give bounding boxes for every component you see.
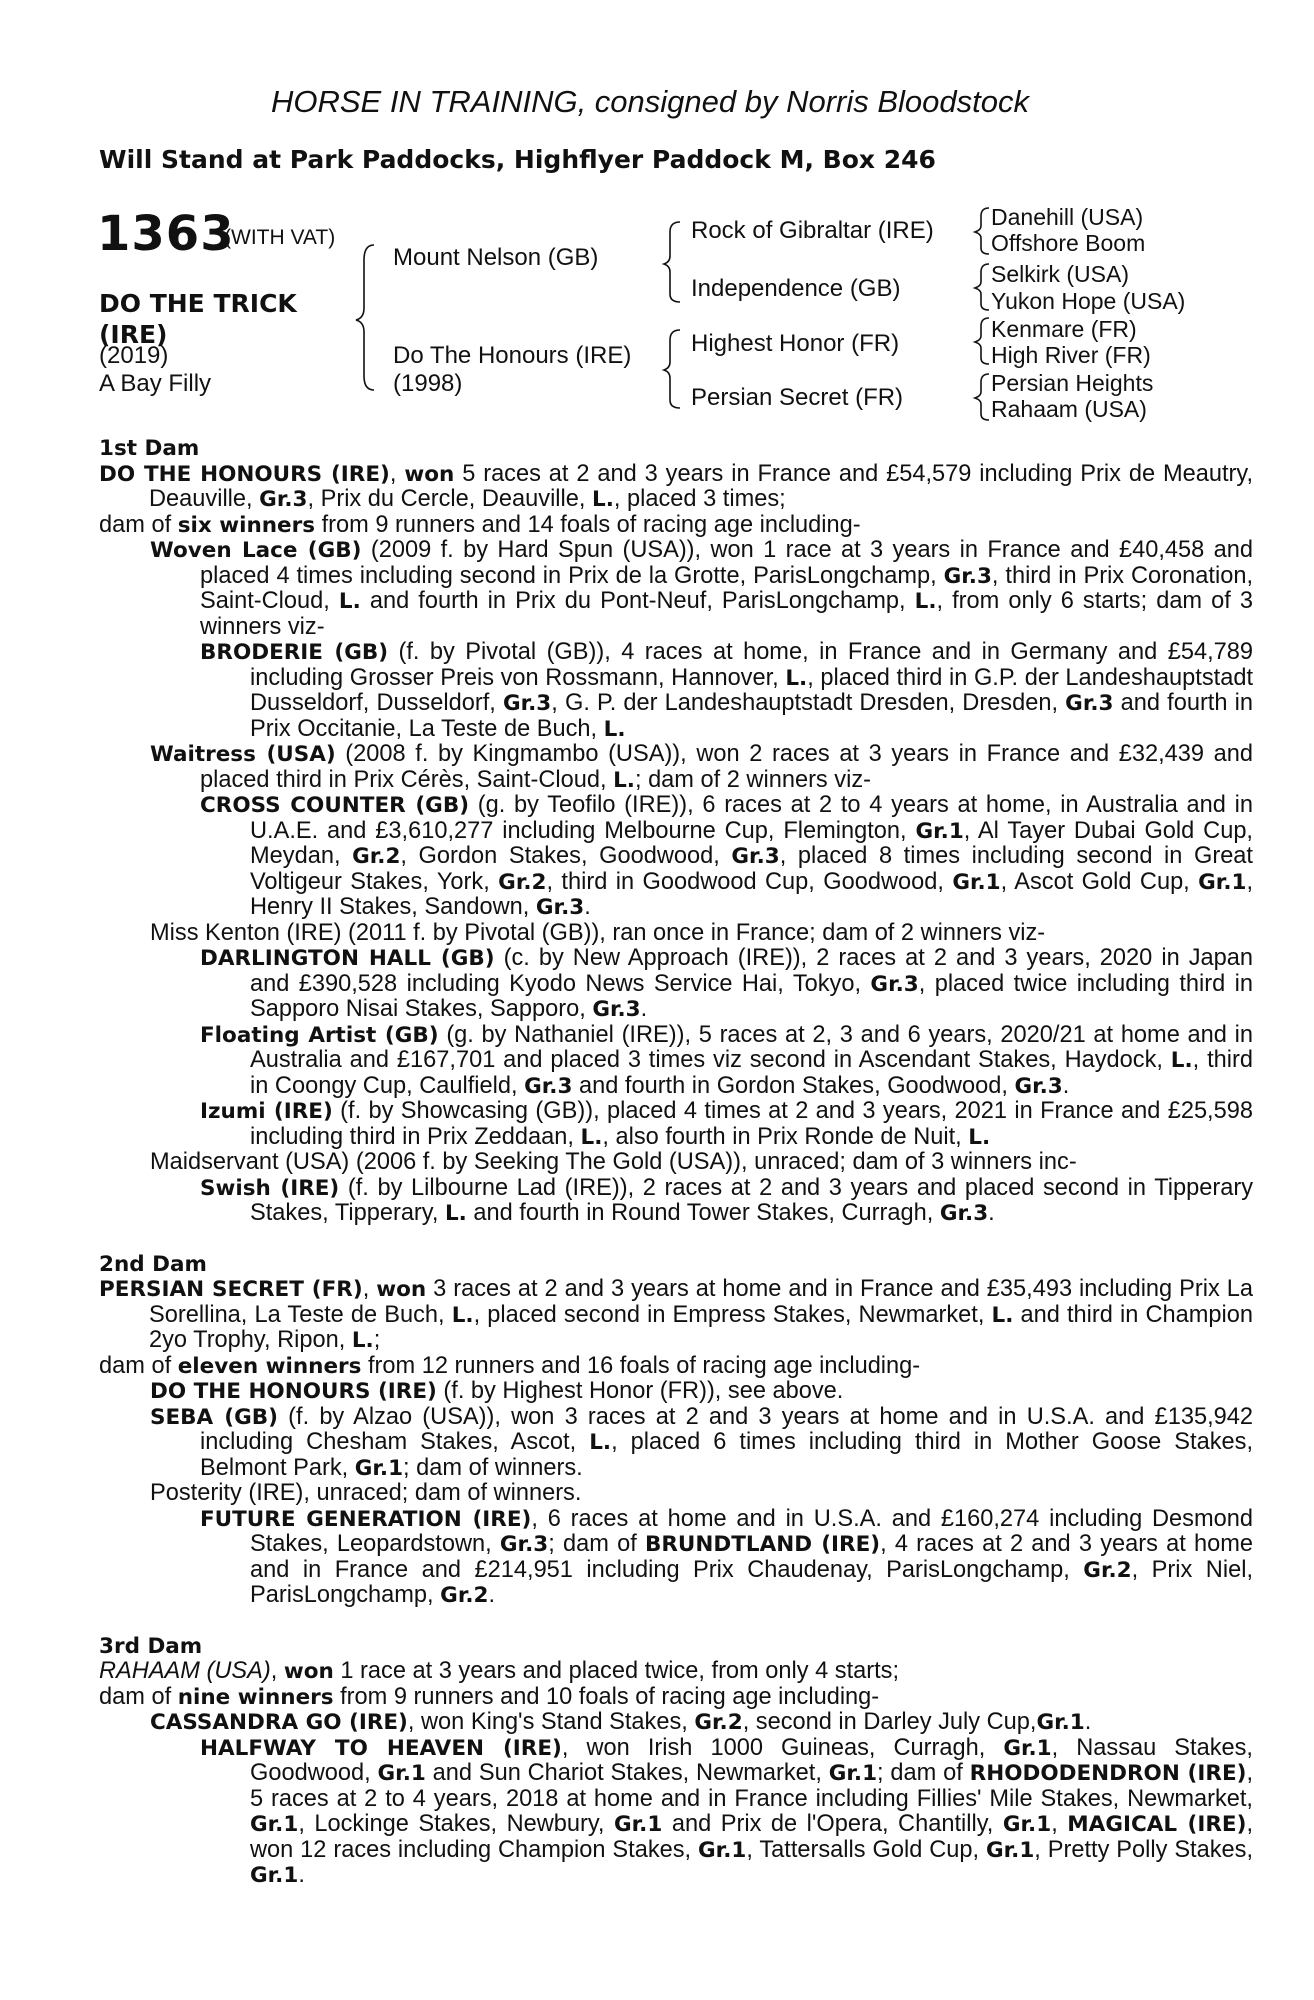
text: and fourth in Gordon Stakes, Goodwood, xyxy=(572,1072,1015,1099)
horse-name: CASSANDRA GO (IRE) xyxy=(150,1710,408,1735)
first-dam-produce xyxy=(99,513,1203,539)
produce-broderie xyxy=(200,640,1253,742)
text: , placed twice including third in Sapporo Nisai Stakes, Sapporo, xyxy=(250,970,1253,1022)
won-label: won xyxy=(376,1277,427,1302)
produce-cassandra-go xyxy=(150,1710,1253,1736)
dam-dam: Persian Secret (FR) xyxy=(691,384,904,411)
text: . xyxy=(640,996,648,1022)
text: (f. by Showcasing (GB)), placed 4 times at 2 and 3 years, 2021 in France and £25,598 including third in Prix Zeddaan, xyxy=(250,1098,1253,1150)
vat-note: (WITH VAT) xyxy=(224,226,336,249)
horse-name: BRUNDTLAND (IRE) xyxy=(644,1532,881,1557)
text: (f. by Lilbourne Lad (IRE)), 2 races at 2 and 3 years and placed second in Tipperary Stakes, Tipperary, xyxy=(250,1174,1253,1226)
grade: Gr.2 xyxy=(352,844,401,869)
produce-swish xyxy=(200,1176,1253,1227)
text: from 12 runners and 16 foals of racing age including- xyxy=(361,1352,921,1379)
gen3-7: Persian Heights xyxy=(991,370,1154,396)
text: (g. by Nathaniel (IRE)), 5 races at 2, 3 and 6 years, 2020/21 at home and in Australia and £167,701 and placed 3 times viz second in Ascendant Stakes, Haydock, xyxy=(250,1021,1253,1073)
grade: Gr.1 xyxy=(1002,1812,1052,1837)
text: dam of xyxy=(99,511,178,538)
listed: L. xyxy=(451,1302,474,1328)
text: 5 races at 2 and 3 years in France and £54,579 including Prix de Meautry, Deauville, xyxy=(149,460,1253,512)
grade: Gr.1 xyxy=(354,1455,404,1481)
text: , placed second in Empress Stakes, Newmarket, xyxy=(473,1301,992,1328)
listed: L. xyxy=(589,1430,612,1455)
produce-seba xyxy=(150,1405,1253,1482)
listed: L. xyxy=(991,1302,1014,1328)
horse-name-line1: DO THE TRICK xyxy=(99,289,297,318)
text: , 4 races at 2 and 3 years at home and in France and £214,951 including Prix Chaudenay, ParisLongchamp, xyxy=(250,1531,1254,1583)
listed: L. xyxy=(914,589,937,614)
text: , 6 races at home and in U.S.A. and £160,274 including Desmond Stakes, Leopardstown, xyxy=(250,1505,1253,1557)
listed: L. xyxy=(580,1124,603,1150)
produce-waitress xyxy=(150,742,1253,793)
listed: L. xyxy=(785,665,808,691)
text: ; xyxy=(373,1327,381,1353)
grade: Gr.3 xyxy=(259,487,308,512)
stand-location: Will Stand at Park Paddocks, Highflyer Paddock M, Box 246 xyxy=(99,145,936,174)
text: , Ascot Gold Cup, xyxy=(1000,868,1199,895)
text: (g. by Teofilo (IRE)), 6 races at 2 to 4 years at home, in Australia and in U.A.E. and £3,610,277 including Melbourne Cup, Flemington, xyxy=(250,792,1254,844)
third-dam-heading: 3rd Dam xyxy=(99,1633,203,1659)
produce-darlington-hall xyxy=(200,946,1253,1023)
horse-name: CROSS COUNTER (GB) xyxy=(200,793,470,818)
horse-name: RHODODENDRON (IRE) xyxy=(969,1761,1247,1786)
grade: Gr.1 xyxy=(250,1863,299,1888)
text: . xyxy=(1062,1072,1070,1099)
dam: Do The Honours (IRE) xyxy=(393,342,632,369)
text: and Sun Chariot Stakes, Newmarket, xyxy=(425,1760,829,1786)
produce-miss-kenton xyxy=(150,921,1253,947)
grade: Gr.1 xyxy=(614,1812,663,1837)
text: , xyxy=(1051,1811,1068,1837)
won-label: won xyxy=(404,461,455,487)
won-label: won xyxy=(283,1659,334,1684)
winners-count: eleven winners xyxy=(177,1353,362,1379)
text: , placed 8 times including second in Great Voltigeur Stakes, York, xyxy=(250,843,1253,895)
text: Maidservant (USA) (2006 f. by Seeking The Gold (USA)), unraced; dam of 3 winners inc- xyxy=(150,1149,1077,1175)
text: ; dam of xyxy=(548,1531,645,1557)
grade: Gr.1 xyxy=(1003,1735,1052,1761)
horse-name: SEBA (GB) xyxy=(150,1404,278,1430)
horse-name: DO THE HONOURS (IRE) xyxy=(150,1379,437,1404)
grade: Gr.1 xyxy=(250,1812,299,1837)
gen3-2: Offshore Boom xyxy=(991,230,1146,256)
grade: Gr.1 xyxy=(1036,1710,1085,1735)
text: . xyxy=(488,1582,496,1608)
text: , Gordon Stakes, Goodwood, xyxy=(400,843,732,869)
text: . xyxy=(988,1200,995,1226)
text: and fourth in Prix du Pont-Neuf, ParisLongchamp, xyxy=(360,588,915,614)
dam-name: PERSIAN SECRET (FR) xyxy=(99,1277,363,1302)
grade: Gr.1 xyxy=(952,869,1001,895)
text: , third in Goodwood Cup, Goodwood, xyxy=(546,868,953,895)
lot-number: 1363 xyxy=(97,206,235,262)
text: , placed third in G.P. der Landeshauptstadt Dusseldorf, Dusseldorf, xyxy=(250,664,1254,716)
catalogue-body xyxy=(0,436,1314,1889)
horse-name: MAGICAL (IRE) xyxy=(1067,1812,1247,1837)
grade: Gr.1 xyxy=(698,1837,747,1863)
produce-woven-lace xyxy=(150,538,1253,640)
grade: Gr.3 xyxy=(592,997,641,1022)
text: and third in Champion 2yo Trophy, Ripon, xyxy=(149,1301,1254,1353)
text: , Nassau Stakes, Goodwood, xyxy=(250,1734,1253,1786)
text: . xyxy=(298,1862,305,1888)
text: , xyxy=(270,1658,284,1684)
text: , Henry II Stakes, Sandown, xyxy=(250,868,1254,920)
text: and Prix de l'Opera, Chantilly, xyxy=(662,1811,1003,1837)
text: and fourth in Round Tower Stakes, Curragh, xyxy=(466,1200,940,1226)
gen3-3: Selkirk (USA) xyxy=(991,261,1130,287)
text: from 9 runners and 10 foals of racing age including- xyxy=(333,1683,880,1710)
text: 3 races at 2 and 3 years at home and in France and £35,493 including Prix La Sorellina, La Teste de Buch, xyxy=(149,1276,1253,1328)
horse-name: Swish (IRE) xyxy=(200,1175,340,1201)
winners-count: nine winners xyxy=(177,1684,334,1710)
produce-maidservant xyxy=(150,1150,1253,1176)
horse-name: Waitress (USA) xyxy=(150,742,336,767)
horse-description: A Bay Filly xyxy=(99,370,212,397)
dam-year: (1998) xyxy=(393,370,463,397)
grade: Gr.3 xyxy=(943,563,992,589)
text: (c. by New Approach (IRE)), 2 races at 2 and 3 years, 2020 in Japan and £390,528 including Kyodo News Service Hai, Tokyo, xyxy=(250,945,1253,997)
listed: L. xyxy=(444,1201,467,1226)
horse-name: Woven Lace (GB) xyxy=(150,538,362,563)
first-dam-heading: 1st Dam xyxy=(99,436,200,461)
text: , G. P. der Landeshauptstadt Dresden, Dresden, xyxy=(551,690,1066,716)
text: (f. by Alzao (USA)), won 3 races at 2 and 3 years at home and in U.S.A. and £135,942 including Chesham Stakes, Ascot, xyxy=(200,1403,1253,1455)
grade: Gr.1 xyxy=(1198,869,1247,895)
produce-do-the-honours xyxy=(150,1379,1253,1405)
text: , placed 6 times including third in Mother Goose Stakes, Belmont Park, xyxy=(200,1429,1253,1481)
gen3-1: Danehill (USA) xyxy=(991,204,1144,230)
gen3-4: Yukon Hope (USA) xyxy=(991,288,1186,314)
gen3-8: Rahaam (USA) xyxy=(991,396,1147,422)
dam-sire: Highest Honor (FR) xyxy=(691,330,900,357)
text: 1 race at 3 years and placed twice, from only 4 starts; xyxy=(333,1658,900,1684)
text: ; dam of 2 winners viz- xyxy=(634,766,871,793)
text: from 9 runners and 14 foals of racing age including- xyxy=(315,511,861,538)
sire-dam: Independence (GB) xyxy=(691,275,901,302)
text: ; dam of xyxy=(877,1760,970,1786)
second-dam-produce xyxy=(99,1354,1203,1380)
grade: Gr.3 xyxy=(524,1073,573,1099)
text: Miss Kenton (IRE) (2011 f. by Pivotal (GB)), ran once in France; dam of 2 winners viz- xyxy=(150,919,1046,946)
gen3-6: High River (FR) xyxy=(991,342,1151,368)
grade: Gr.2 xyxy=(440,1583,489,1608)
text: . xyxy=(584,894,591,920)
listed: L. xyxy=(1170,1048,1193,1073)
grade: Gr.3 xyxy=(1065,691,1114,716)
text: , second in Darley July Cup, xyxy=(742,1709,1037,1735)
text: and fourth in Prix Occitanie, La Teste de Buch, xyxy=(250,690,1253,742)
text: , placed 3 times; xyxy=(613,486,786,512)
text: , Lockinge Stakes, Newbury, xyxy=(298,1811,614,1837)
text: , third in Prix Coronation, Saint-Cloud, xyxy=(200,562,1253,614)
text: , also fourth in Prix Ronde de Nuit, xyxy=(602,1123,969,1150)
winners-count: six winners xyxy=(177,512,316,538)
text: , won King's Stand Stakes, xyxy=(407,1709,695,1735)
second-dam-entry: PERSIAN SECRET (FR), won 3 races at 2 and 3 years at home and in France and £35,493 including Prix La Sorellina, La Teste de Buch, L., placed second in Empress Stakes, Newmarket, L. and third in Champion 2yo Trophy, Ripon, L.; xyxy=(99,1276,1254,1353)
text: . xyxy=(1084,1709,1092,1735)
text: (2009 f. by Hard Spun (USA)), won 1 race at 3 years in France and £40,458 and placed 4 times including second in Prix de la Grotte, ParisLongchamp, xyxy=(200,537,1253,589)
horse-name: Floating Artist (GB) xyxy=(200,1022,439,1048)
third-dam-produce xyxy=(99,1685,1203,1711)
produce-cross-counter xyxy=(200,793,1253,921)
text: , Pretty Polly Stakes, xyxy=(1034,1836,1253,1863)
text: ; dam of winners. xyxy=(403,1454,583,1481)
produce-future-generation xyxy=(200,1507,1253,1609)
grade: Gr.3 xyxy=(731,844,780,869)
text: , won 12 races including Champion Stakes, xyxy=(250,1811,1253,1863)
text: Posterity (IRE), unraced; dam of winners. xyxy=(150,1480,582,1506)
text: (f. by Pivotal (GB)), 4 races at home, in France and in Germany and £54,789 including Grosser Preis von Rossmann, Hannover, xyxy=(250,639,1253,691)
grade: Gr.3 xyxy=(1014,1073,1063,1099)
listed: L. xyxy=(968,1124,991,1150)
sire: Mount Nelson (GB) xyxy=(393,244,599,271)
text: , won Irish 1000 Guineas, Curragh, xyxy=(561,1734,1004,1761)
text: dam of xyxy=(99,1683,178,1710)
grade: Gr.1 xyxy=(828,1761,878,1786)
text: dam of xyxy=(99,1352,178,1379)
produce-halfway-to-heaven xyxy=(200,1736,1253,1889)
first-dam-entry: DO THE HONOURS (IRE), won 5 races at 2 and 3 years in France and £54,579 including Prix de Meautry, Deauville, Gr.3, Prix du Cercle, Deauville, L., placed 3 times; xyxy=(99,460,1253,512)
produce-floating-artist xyxy=(200,1023,1253,1100)
dam-name: RAHAAM (USA) xyxy=(99,1658,271,1684)
text: , Tattersalls Gold Cup, xyxy=(746,1836,986,1863)
text: , Prix Niel, ParisLongchamp, xyxy=(250,1556,1253,1608)
horse-name: FUTURE GENERATION (IRE) xyxy=(200,1506,532,1532)
third-dam-entry xyxy=(99,1659,1253,1685)
grade: Gr.1 xyxy=(985,1837,1035,1863)
produce-izumi xyxy=(200,1099,1253,1150)
catalogue-header: HORSE IN TRAINING, consigned by Norris Bloodstock xyxy=(270,84,1030,119)
listed: L. xyxy=(613,767,635,793)
sire-sire: Rock of Gibraltar (IRE) xyxy=(691,217,934,244)
grade: Gr.1 xyxy=(915,818,964,844)
grade: Gr.2 xyxy=(1083,1557,1132,1583)
grade: Gr.2 xyxy=(498,869,547,895)
horse-name-line2: (IRE) xyxy=(99,320,168,349)
grade: Gr.3 xyxy=(939,1201,989,1226)
horse-year: (2019) xyxy=(99,342,169,369)
text: , from only 6 starts; dam of 3 winners viz- xyxy=(200,588,1254,640)
dam-name: DO THE HONOURS (IRE) xyxy=(99,461,390,487)
text: , 5 races at 2 to 4 years, 2018 at home and in France including Fillies' Mile Stakes, Newmarket, xyxy=(250,1760,1254,1812)
grade: Gr.3 xyxy=(535,895,585,920)
grade: Gr.3 xyxy=(870,971,919,997)
text: , Al Tayer Dubai Gold Cup, Meydan, xyxy=(250,817,1253,869)
text: (2008 f. by Kingmambo (USA)), won 2 races at 3 years in France and £32,439 and placed third in Prix Cérès, Saint-Cloud, xyxy=(200,741,1253,793)
produce-posterity xyxy=(150,1481,1253,1507)
grade: Gr.3 xyxy=(502,691,552,716)
listed: L. xyxy=(603,716,626,742)
grade: Gr.1 xyxy=(377,1761,426,1786)
horse-name: Izumi (IRE) xyxy=(200,1099,333,1124)
horse-name: BRODERIE (GB) xyxy=(200,640,389,665)
listed: L. xyxy=(338,589,361,614)
text: , Prix du Cercle, Deauville, xyxy=(307,486,593,512)
horse-name: HALFWAY TO HEAVEN (IRE) xyxy=(200,1735,562,1761)
horse-name: DARLINGTON HALL (GB) xyxy=(200,946,495,971)
text: , third in Coongy Cup, Caulfield, xyxy=(250,1047,1253,1099)
gen3-5: Kenmare (FR) xyxy=(991,316,1137,342)
grade: Gr.3 xyxy=(499,1532,549,1557)
listed: L. xyxy=(592,487,614,512)
grade: Gr.2 xyxy=(694,1710,743,1735)
second-dam-heading: 2nd Dam xyxy=(99,1251,207,1277)
text: (f. by Highest Honor (FR)), see above. xyxy=(436,1378,844,1404)
listed: L. xyxy=(351,1328,374,1353)
